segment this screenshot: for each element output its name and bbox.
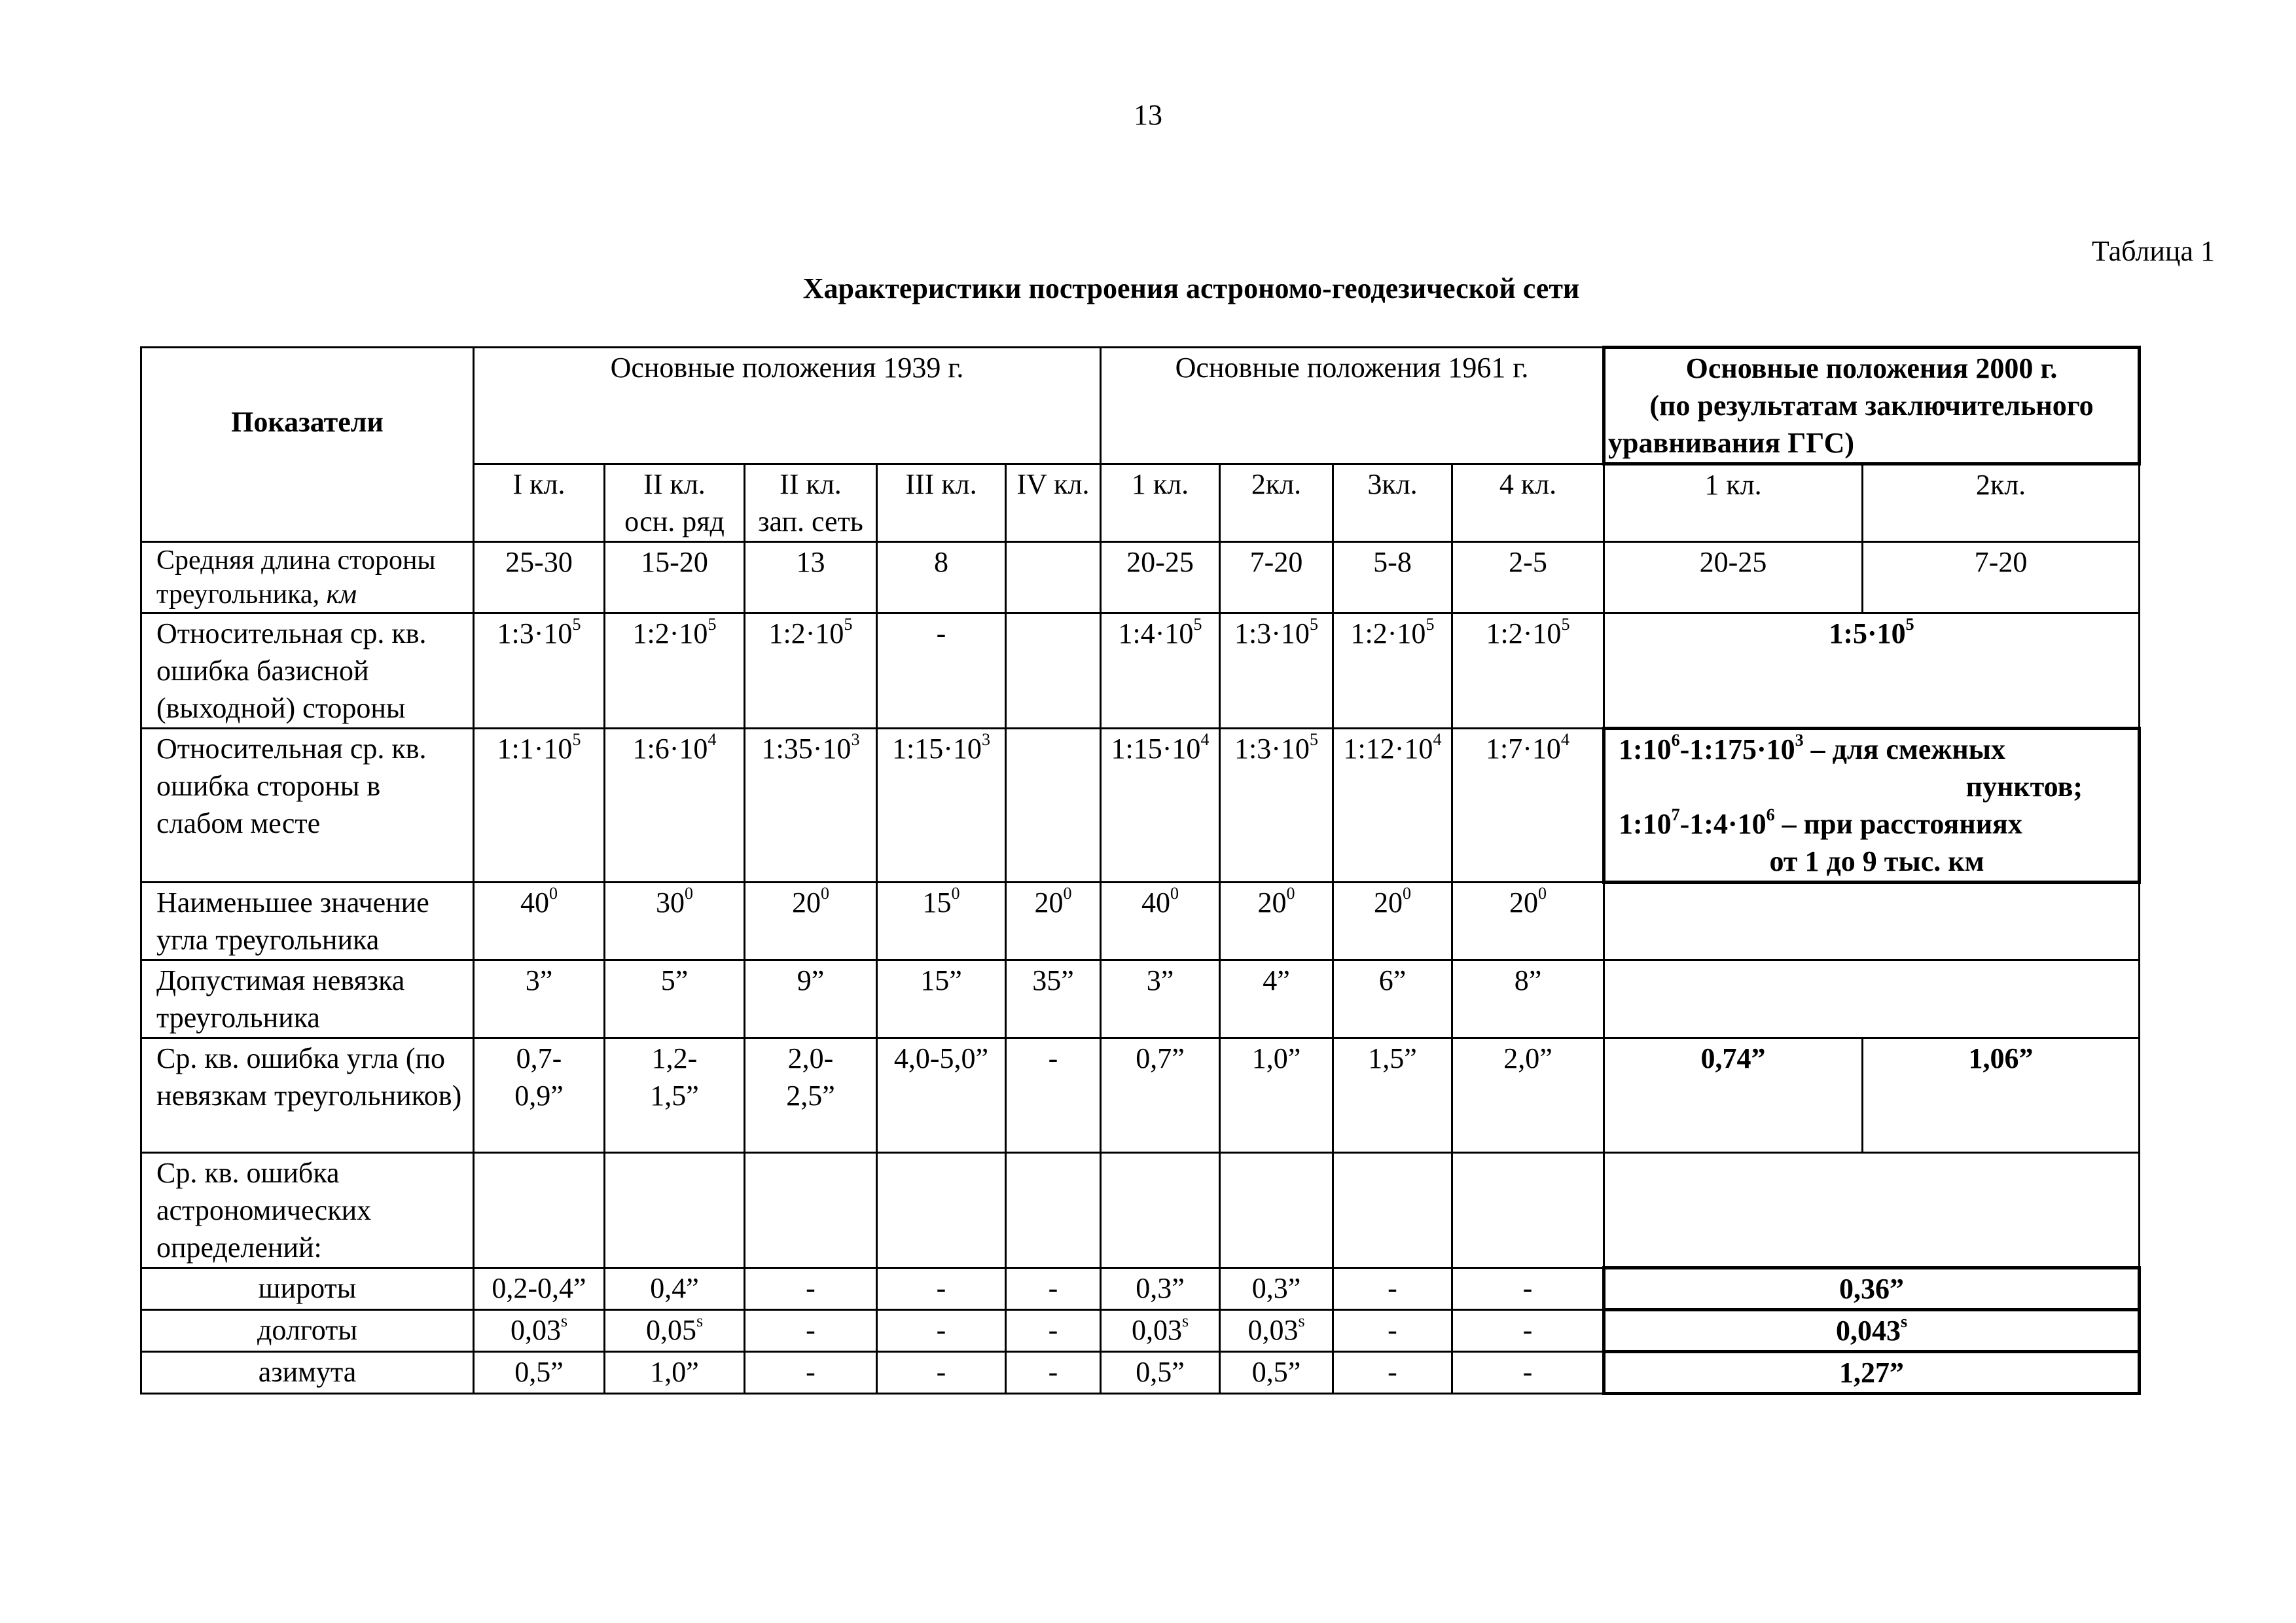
cell — [745, 1153, 877, 1268]
cell: $1:6\cdot 10^4$ — [605, 729, 745, 883]
cell-2000-weak — [1604, 729, 2140, 883]
cell: $1:2\cdot 10^5$ — [745, 613, 877, 729]
header-2000 — [1604, 348, 2140, 464]
cell: 9” — [745, 960, 877, 1038]
cell-2000-1: 0,74” — [1604, 1038, 1863, 1153]
cell: - — [1006, 1038, 1101, 1153]
cell — [474, 1153, 605, 1268]
cell: 7-20 — [1863, 542, 2140, 613]
table-title: Характеристики построения астрономо-геодезической сети — [802, 272, 1580, 304]
class-2000-1: 1 кл. — [1604, 464, 1863, 542]
row-side-length-unit: км — [326, 579, 357, 610]
cell: 0,2-0,4” — [474, 1268, 605, 1310]
cell: 2,0- 2,5” — [745, 1038, 877, 1153]
cell: $20^0$ — [1220, 883, 1333, 960]
characteristics-table — [140, 346, 2141, 1395]
cell: $20^0$ — [1452, 883, 1604, 960]
cell — [877, 1153, 1006, 1268]
cell: $40^0$ — [1101, 883, 1220, 960]
cell: 5” — [605, 960, 745, 1038]
cell — [1006, 1153, 1101, 1268]
header-2000-line3: уравнивания ГГС) — [1608, 427, 1855, 459]
cell: $30^0$ — [605, 883, 745, 960]
cell: 0,03$^s$ — [1101, 1310, 1220, 1352]
cell: $1:2\cdot 10^5$ — [1333, 613, 1452, 729]
class-1961-3: 3кл. — [1333, 464, 1452, 542]
cell: - — [745, 1352, 877, 1394]
cell: 0,5” — [474, 1352, 605, 1394]
cell-2000-empty — [1604, 1153, 2140, 1268]
class-1939-2 — [605, 464, 745, 542]
row-longitude — [141, 1310, 2140, 1352]
row-weak-error — [141, 729, 2140, 883]
class-1939-1: I кл. — [474, 464, 605, 542]
cell: 0,3” — [1101, 1268, 1220, 1310]
row-side-length-label — [141, 542, 474, 613]
header-row-groups — [141, 348, 2140, 464]
cell: - — [1333, 1310, 1452, 1352]
cell: - — [877, 1310, 1006, 1352]
cell-2000: $1:5\cdot 10^5$ — [1604, 613, 2140, 729]
cell: 8 — [877, 542, 1006, 613]
cell: - — [1333, 1268, 1452, 1310]
cell: 13 — [745, 542, 877, 613]
cell: $1:1\cdot 10^5$ — [474, 729, 605, 883]
cell: $40^0$ — [474, 883, 605, 960]
class-1961-1: 1 кл. — [1101, 464, 1220, 542]
cell: 15-20 — [605, 542, 745, 613]
row-base-error — [141, 613, 2140, 729]
cell-2000-empty — [1604, 883, 2140, 960]
cell — [1006, 542, 1101, 613]
weak-2000-line1: $1:10^6-1:175\cdot 10^3$ – для смежных — [1619, 731, 2006, 765]
cell: $1:12\cdot 10^4$ — [1333, 729, 1452, 883]
header-2000-line1: Основные положения 2000 г. — [1685, 352, 2058, 384]
row-base-error-label: Относительная ср. кв. ошибка базисной (выходной) стороны — [141, 613, 474, 729]
header-indicators: Показатели — [141, 348, 474, 542]
cell: 1,0” — [605, 1352, 745, 1394]
cell: 4,0-5,0” — [877, 1038, 1006, 1153]
cell: $1:2\cdot 10^5$ — [605, 613, 745, 729]
cell: 4” — [1220, 960, 1333, 1038]
cell: - — [877, 1352, 1006, 1394]
cell: 20-25 — [1101, 542, 1220, 613]
weak-2000-line4: от 1 до 9 тыс. км — [1769, 845, 1984, 877]
cell: 3” — [474, 960, 605, 1038]
cell: 7-20 — [1220, 542, 1333, 613]
cell: 0,7” — [1101, 1038, 1220, 1153]
row-azimuth-label: азимута — [141, 1352, 474, 1394]
cell: - — [1452, 1352, 1604, 1394]
row-latitude-label: широты — [141, 1268, 474, 1310]
cell: 0,7- 0,9” — [474, 1038, 605, 1153]
class-1939-2-sub: осн. ряд — [624, 505, 725, 538]
cell-2000: 0,043$^s$ — [1604, 1310, 2140, 1352]
cell: 25-30 — [474, 542, 605, 613]
cell: 5-8 — [1333, 542, 1452, 613]
row-misclosure — [141, 960, 2140, 1038]
cell: 0,3” — [1220, 1268, 1333, 1310]
row-min-angle — [141, 883, 2140, 960]
cell: 2,0” — [1452, 1038, 1604, 1153]
cell: 20-25 — [1604, 542, 1863, 613]
cell: - — [877, 613, 1006, 729]
cell: 0,05$^s$ — [605, 1310, 745, 1352]
cell: $1:2\cdot 10^5$ — [1452, 613, 1604, 729]
cell: - — [1006, 1310, 1101, 1352]
class-2000-2: 2кл. — [1863, 464, 2140, 542]
cell: 1,5” — [1333, 1038, 1452, 1153]
row-angle-error — [141, 1038, 2140, 1153]
cell: 1,2- 1,5” — [605, 1038, 745, 1153]
class-1961-4: 4 кл. — [1452, 464, 1604, 542]
row-angle-error-label: Ср. кв. ошибка угла (по невязкам треугольников) — [141, 1038, 474, 1153]
header-2000-line2: (по результатам заключительного — [1649, 390, 2094, 422]
cell — [1333, 1153, 1452, 1268]
row-misclosure-label: Допустимая невязка треугольника — [141, 960, 474, 1038]
cell: $1:3\cdot 10^5$ — [1220, 613, 1333, 729]
weak-2000-line2: пунктов; — [1965, 771, 2083, 803]
cell: - — [1006, 1268, 1101, 1310]
cell: 0,03$^s$ — [474, 1310, 605, 1352]
cell-2000-2: 1,06” — [1863, 1038, 2140, 1153]
class-1939-5: IV кл. — [1006, 464, 1101, 542]
cell: - — [1333, 1352, 1452, 1394]
cell — [1452, 1153, 1604, 1268]
header-1939: Основные положения 1939 г. — [474, 348, 1101, 464]
row-min-angle-label: Наименьшее значение угла треугольника — [141, 883, 474, 960]
table-label: Таблица 1 — [2091, 235, 2215, 267]
cell-2000-empty — [1604, 960, 2140, 1038]
cell: - — [877, 1268, 1006, 1310]
class-1961-2: 2кл. — [1220, 464, 1333, 542]
cell: 0,03$^s$ — [1220, 1310, 1333, 1352]
row-side-length-text: Средняя длина стороны треугольника, — [156, 545, 436, 610]
cell: $1:3\cdot 10^5$ — [1220, 729, 1333, 883]
cell: 3” — [1101, 960, 1220, 1038]
cell: $20^0$ — [1333, 883, 1452, 960]
cell: 35” — [1006, 960, 1101, 1038]
header-1961: Основные положения 1961 г. — [1101, 348, 1604, 464]
cell: 0,5” — [1101, 1352, 1220, 1394]
cell-2000: 1,27” — [1604, 1352, 2140, 1394]
class-1939-3 — [745, 464, 877, 542]
cell: - — [745, 1268, 877, 1310]
cell: - — [1006, 1352, 1101, 1394]
class-1939-3-label: II кл. — [780, 468, 842, 500]
cell: - — [745, 1310, 877, 1352]
cell — [1006, 613, 1101, 729]
cell: $1:15\cdot 10^3$ — [877, 729, 1006, 883]
class-1939-4: III кл. — [877, 464, 1006, 542]
cell: $20^0$ — [745, 883, 877, 960]
cell: 2-5 — [1452, 542, 1604, 613]
cell: $1:15\cdot 10^4$ — [1101, 729, 1220, 883]
weak-2000-line3: $1:10^7-1:4\cdot 10^6$ – при расстояниях — [1619, 805, 2022, 840]
class-1939-3-sub: зап. сеть — [758, 505, 863, 538]
row-latitude — [141, 1268, 2140, 1310]
row-astro-label: Ср. кв. ошибка астрономических определений: — [141, 1153, 474, 1268]
cell: 6” — [1333, 960, 1452, 1038]
cell: $1:4\cdot 10^5$ — [1101, 613, 1220, 729]
cell: - — [1452, 1268, 1604, 1310]
cell: 0,5” — [1220, 1352, 1333, 1394]
cell: - — [1452, 1310, 1604, 1352]
cell: $20^0$ — [1006, 883, 1101, 960]
cell: 0,4” — [605, 1268, 745, 1310]
cell-2000: 0,36” — [1604, 1268, 2140, 1310]
cell: $1:7\cdot 10^4$ — [1452, 729, 1604, 883]
cell: 1,0” — [1220, 1038, 1333, 1153]
row-side-length — [141, 542, 2140, 613]
cell: $15^0$ — [877, 883, 1006, 960]
row-weak-error-label: Относительная ср. кв. ошибка стороны в слабом месте — [141, 729, 474, 883]
row-longitude-label: долготы — [141, 1310, 474, 1352]
cell: 15” — [877, 960, 1006, 1038]
page-number: 13 — [1134, 99, 1162, 131]
row-azimuth — [141, 1352, 2140, 1394]
cell — [1101, 1153, 1220, 1268]
row-astro — [141, 1153, 2140, 1268]
cell: $1:3\cdot 10^5$ — [474, 613, 605, 729]
cell: 8” — [1452, 960, 1604, 1038]
class-1939-2-label: II кл. — [643, 468, 706, 500]
cell — [605, 1153, 745, 1268]
cell — [1220, 1153, 1333, 1268]
cell: $1:35\cdot 10^3$ — [745, 729, 877, 883]
cell — [1006, 729, 1101, 883]
